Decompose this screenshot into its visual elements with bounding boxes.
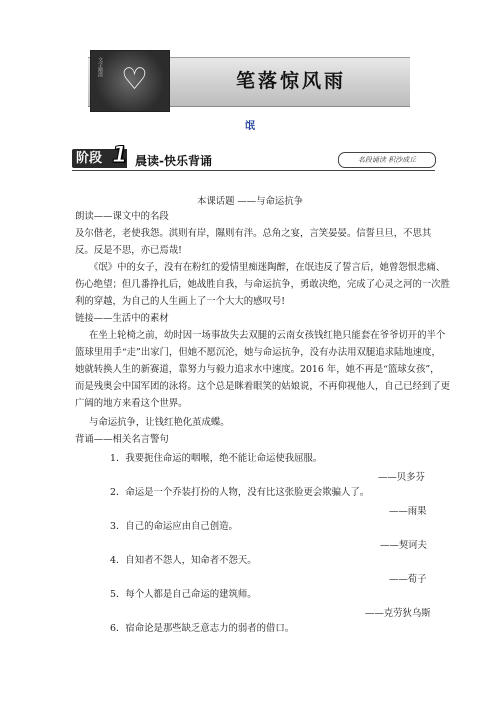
paragraph-line: 广阔的地方来看这个世界。: [75, 398, 188, 409]
quote-text: 1．我要扼住命运的咽喉，绝不能让命运使我屈服。: [110, 453, 323, 464]
quote-text: 3．自己的命运应由自己创造。: [110, 521, 238, 532]
section-heading-read: 朗读——课文中的名段: [75, 211, 169, 222]
topic-heading: 本课话题 ——与命运抗争: [196, 196, 304, 207]
paragraph-line: 反。反是不思，亦已焉哉!: [75, 245, 182, 256]
banner-art-caption: 文字渐淡: [97, 57, 103, 77]
paragraph-line: 伤心绝望；但几番挣扎后，她战胜自我，与命运抗争，勇敢决绝，完成了心灵之河的一次胜: [75, 279, 451, 290]
quote-author: ——雨果: [389, 506, 427, 517]
paragraph-line: 她就转换人生的新赛道，靠努力与毅力追求水中速度。2016 年，她不再是“篮球女孩”，: [75, 364, 440, 375]
banner-title: 笔落惊风雨: [236, 70, 347, 92]
banner-artwork: [90, 50, 170, 112]
paragraph-line: 与命运抗争，让钱红艳化茧成蝶。: [89, 417, 230, 428]
quote-author: ——克劳狄乌斯: [365, 608, 431, 619]
quote-text: 2．命运是一个乔装打扮的人物，没有比这张脸更会欺骗人了。: [110, 487, 370, 498]
quote-text: 6．宿命论是那些缺乏意志力的弱者的借口。: [110, 623, 295, 634]
stage-title: 晨读-快乐背诵: [135, 154, 212, 168]
paragraph-line: 及尔偕老，老使我怨。淇则有岸，隰则有泮。总角之宴，言笑晏晏。信誓旦旦，不思其: [75, 228, 432, 239]
chapter-title: 氓: [245, 121, 255, 132]
paragraph-line: 篮球里用手“走”出家门，但她不愿沉沦，她与命运抗争，没有办法用双腿追求陆地速度，: [75, 347, 441, 358]
paragraph-line: 利的穿越，为自己的人生画上了一个大大的感叹号!: [75, 296, 286, 307]
paragraph-line: 在坐上轮椅之前，幼时因一场事故失去双腿的云南女孩钱红艳只能套在爷爷切开的半个: [89, 330, 446, 341]
stage-tag: 阶段: [72, 149, 127, 168]
quote-author: ——契诃夫: [380, 540, 427, 551]
stage-number: 1: [112, 143, 128, 168]
paragraph-line: 《氓》中的女子，没有在粉红的爱情里痴迷陶醉，在氓违反了誓言后，她曾怨恨悲痛、: [89, 262, 446, 273]
section-heading-recite: 背诵——相关名言警句: [75, 434, 169, 445]
quote-author: ——荀子: [389, 574, 427, 585]
heart-icon: ♡: [121, 62, 148, 97]
section-heading-link: 链接——生活中的素材: [75, 313, 169, 324]
quote-author: ——贝多芬: [378, 472, 425, 483]
quote-text: 5．每个人都是自己命运的建筑师。: [110, 589, 257, 600]
stage-badge: 名段诵读 积沙成丘: [338, 152, 436, 168]
quote-text: 4．自知者不怨人，知命者不怨天。: [110, 555, 257, 566]
paragraph-line: 而是残奥会中国军团的泳将。这个总是眯着眼笑的姑娘说，不再仰视他人，自己已经到了更: [75, 381, 451, 392]
